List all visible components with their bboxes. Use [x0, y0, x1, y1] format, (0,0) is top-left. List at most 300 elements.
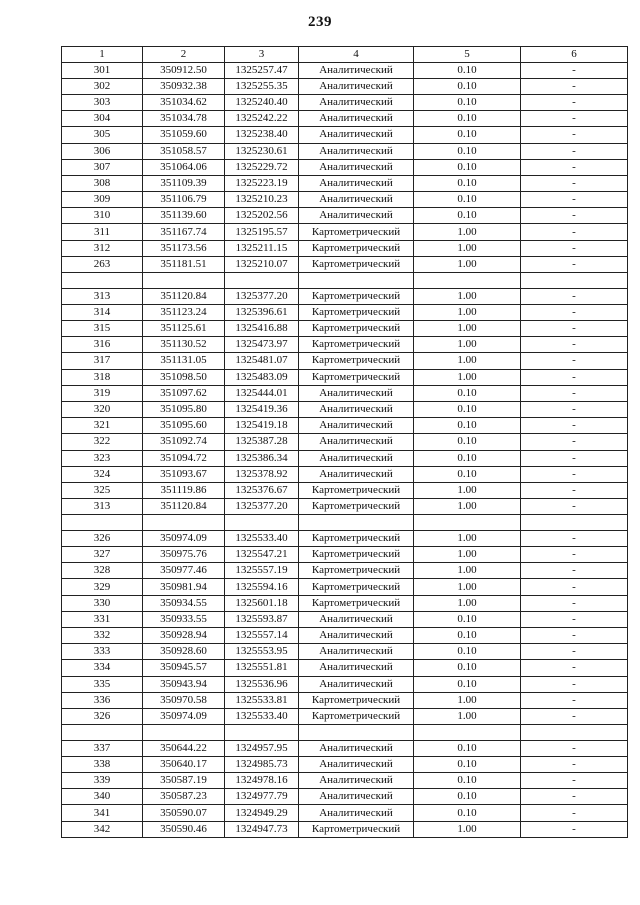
y-coordinate-cell: 1325238.40 — [225, 127, 299, 143]
point-number-cell: 326 — [62, 530, 143, 546]
y-coordinate-cell: 1324985.73 — [225, 756, 299, 772]
note-cell: - — [521, 805, 628, 821]
point-number-cell: 338 — [62, 756, 143, 772]
x-coordinate-cell: 350928.60 — [143, 644, 225, 660]
y-coordinate-cell: 1325223.19 — [225, 175, 299, 191]
accuracy-cell: 0.10 — [414, 94, 521, 110]
y-coordinate-cell: 1325229.72 — [225, 159, 299, 175]
y-coordinate-cell: 1324947.73 — [225, 821, 299, 837]
table-header-row — [62, 47, 628, 63]
point-number-cell: 339 — [62, 773, 143, 789]
point-number-cell: 326 — [62, 708, 143, 724]
table-row — [62, 821, 628, 837]
method-cell: Картометрический — [299, 369, 414, 385]
method-cell: Аналитический — [299, 773, 414, 789]
method-cell — [299, 725, 414, 741]
x-coordinate-cell: 350590.46 — [143, 821, 225, 837]
note-cell: - — [521, 434, 628, 450]
point-number-cell: 337 — [62, 740, 143, 756]
y-coordinate-cell: 1325601.18 — [225, 595, 299, 611]
table-row — [62, 740, 628, 756]
method-cell: Аналитический — [299, 192, 414, 208]
point-number-cell: 319 — [62, 385, 143, 401]
accuracy-cell: 1.00 — [414, 337, 521, 353]
y-coordinate-cell: 1324949.29 — [225, 805, 299, 821]
method-cell: Картометрический — [299, 240, 414, 256]
table-row — [62, 288, 628, 304]
accuracy-cell: 0.10 — [414, 62, 521, 78]
point-number-cell: 315 — [62, 321, 143, 337]
table-row — [62, 611, 628, 627]
table-row — [62, 627, 628, 643]
accuracy-cell: 0.10 — [414, 756, 521, 772]
point-number-cell: 263 — [62, 256, 143, 272]
point-number-cell: 335 — [62, 676, 143, 692]
y-coordinate-cell: 1325240.40 — [225, 94, 299, 110]
method-cell: Картометрический — [299, 256, 414, 272]
page-number: 239 — [308, 14, 332, 30]
point-number-cell: 310 — [62, 208, 143, 224]
x-coordinate-cell: 351120.84 — [143, 288, 225, 304]
method-cell: Аналитический — [299, 789, 414, 805]
x-coordinate-cell: 351095.60 — [143, 418, 225, 434]
table-row — [62, 805, 628, 821]
y-coordinate-cell: 1325419.36 — [225, 401, 299, 417]
x-coordinate-cell: 350928.94 — [143, 627, 225, 643]
table-row — [62, 466, 628, 482]
y-coordinate-cell: 1325557.19 — [225, 563, 299, 579]
y-coordinate-cell: 1325536.96 — [225, 676, 299, 692]
note-cell: - — [521, 240, 628, 256]
table-row — [62, 175, 628, 191]
method-cell: Картометрический — [299, 304, 414, 320]
x-coordinate-cell: 351181.51 — [143, 256, 225, 272]
point-number-cell: 324 — [62, 466, 143, 482]
point-number-cell: 306 — [62, 143, 143, 159]
x-coordinate-cell: 351131.05 — [143, 353, 225, 369]
method-cell: Аналитический — [299, 401, 414, 417]
table-row — [62, 450, 628, 466]
method-cell — [299, 515, 414, 531]
method-cell: Аналитический — [299, 159, 414, 175]
y-coordinate-cell: 1325230.61 — [225, 143, 299, 159]
point-number-cell: 314 — [62, 304, 143, 320]
table-row — [62, 418, 628, 434]
x-coordinate-cell: 351109.39 — [143, 175, 225, 191]
accuracy-cell: 0.10 — [414, 418, 521, 434]
method-cell: Аналитический — [299, 627, 414, 643]
method-cell: Картометрический — [299, 530, 414, 546]
note-cell: - — [521, 192, 628, 208]
table-row — [62, 789, 628, 805]
y-coordinate-cell — [225, 273, 299, 289]
y-coordinate-cell: 1325386.34 — [225, 450, 299, 466]
table-row — [62, 143, 628, 159]
x-coordinate-cell: 351064.06 — [143, 159, 225, 175]
x-coordinate-cell: 351058.57 — [143, 143, 225, 159]
x-coordinate-cell: 351095.80 — [143, 401, 225, 417]
point-number-cell: 311 — [62, 224, 143, 240]
method-cell: Картометрический — [299, 547, 414, 563]
point-number-cell: 316 — [62, 337, 143, 353]
accuracy-cell: 0.10 — [414, 644, 521, 660]
table-separator-row — [62, 515, 628, 531]
accuracy-cell: 0.10 — [414, 143, 521, 159]
table-body — [62, 62, 628, 837]
accuracy-cell: 1.00 — [414, 321, 521, 337]
x-coordinate-cell: 350933.55 — [143, 611, 225, 627]
note-cell: - — [521, 450, 628, 466]
point-number-cell: 304 — [62, 111, 143, 127]
x-coordinate-cell: 350975.76 — [143, 547, 225, 563]
method-cell: Аналитический — [299, 676, 414, 692]
accuracy-cell: 1.00 — [414, 499, 521, 515]
y-coordinate-cell: 1325211.15 — [225, 240, 299, 256]
method-cell: Аналитический — [299, 418, 414, 434]
accuracy-cell: 0.10 — [414, 611, 521, 627]
point-number-cell: 333 — [62, 644, 143, 660]
note-cell: - — [521, 611, 628, 627]
x-coordinate-cell: 351125.61 — [143, 321, 225, 337]
method-cell: Картометрический — [299, 499, 414, 515]
method-cell: Картометрический — [299, 579, 414, 595]
point-number-cell — [62, 725, 143, 741]
point-number-cell: 313 — [62, 288, 143, 304]
table-row — [62, 127, 628, 143]
note-cell: - — [521, 369, 628, 385]
method-cell: Аналитический — [299, 611, 414, 627]
method-cell: Аналитический — [299, 94, 414, 110]
x-coordinate-cell: 351094.72 — [143, 450, 225, 466]
table-row — [62, 708, 628, 724]
note-cell: - — [521, 159, 628, 175]
note-cell: - — [521, 644, 628, 660]
note-cell — [521, 725, 628, 741]
table-row — [62, 159, 628, 175]
note-cell: - — [521, 78, 628, 94]
method-cell: Аналитический — [299, 143, 414, 159]
accuracy-cell: 1.00 — [414, 304, 521, 320]
table-row — [62, 660, 628, 676]
accuracy-cell: 0.10 — [414, 127, 521, 143]
accuracy-cell: 0.10 — [414, 450, 521, 466]
accuracy-cell: 0.10 — [414, 78, 521, 94]
method-cell: Аналитический — [299, 127, 414, 143]
note-cell: - — [521, 175, 628, 191]
accuracy-cell: 0.10 — [414, 805, 521, 821]
x-coordinate-cell: 350912.50 — [143, 62, 225, 78]
y-coordinate-cell: 1325419.18 — [225, 418, 299, 434]
y-coordinate-cell: 1325255.35 — [225, 78, 299, 94]
method-cell: Аналитический — [299, 756, 414, 772]
accuracy-cell — [414, 725, 521, 741]
note-cell: - — [521, 288, 628, 304]
method-cell: Аналитический — [299, 450, 414, 466]
x-coordinate-cell: 351130.52 — [143, 337, 225, 353]
accuracy-cell: 0.10 — [414, 660, 521, 676]
method-cell: Картометрический — [299, 708, 414, 724]
y-coordinate-cell: 1325210.07 — [225, 256, 299, 272]
accuracy-cell: 1.00 — [414, 482, 521, 498]
note-cell: - — [521, 547, 628, 563]
table-row — [62, 94, 628, 110]
x-coordinate-cell: 350932.38 — [143, 78, 225, 94]
x-coordinate-cell: 351034.78 — [143, 111, 225, 127]
note-cell: - — [521, 353, 628, 369]
table-row — [62, 595, 628, 611]
point-number-cell: 322 — [62, 434, 143, 450]
accuracy-cell: 1.00 — [414, 530, 521, 546]
accuracy-cell: 0.10 — [414, 192, 521, 208]
table-separator-row — [62, 273, 628, 289]
y-coordinate-cell: 1325557.14 — [225, 627, 299, 643]
table-row — [62, 224, 628, 240]
note-cell: - — [521, 660, 628, 676]
x-coordinate-cell: 351167.74 — [143, 224, 225, 240]
accuracy-cell: 0.10 — [414, 111, 521, 127]
y-coordinate-cell: 1325210.23 — [225, 192, 299, 208]
y-coordinate-cell: 1325376.67 — [225, 482, 299, 498]
x-coordinate-cell: 351120.84 — [143, 499, 225, 515]
accuracy-cell: 1.00 — [414, 708, 521, 724]
point-number-cell: 325 — [62, 482, 143, 498]
point-number-cell: 340 — [62, 789, 143, 805]
point-number-cell: 341 — [62, 805, 143, 821]
y-coordinate-cell: 1325377.20 — [225, 499, 299, 515]
y-coordinate-cell: 1325387.28 — [225, 434, 299, 450]
x-coordinate-cell: 351123.24 — [143, 304, 225, 320]
point-number-cell — [62, 515, 143, 531]
method-cell: Картометрический — [299, 692, 414, 708]
table-row — [62, 240, 628, 256]
method-cell: Картометрический — [299, 288, 414, 304]
point-number-cell: 320 — [62, 401, 143, 417]
accuracy-cell — [414, 273, 521, 289]
method-cell: Аналитический — [299, 740, 414, 756]
note-cell: - — [521, 789, 628, 805]
accuracy-cell: 1.00 — [414, 595, 521, 611]
accuracy-cell: 0.10 — [414, 208, 521, 224]
y-coordinate-cell: 1325594.16 — [225, 579, 299, 595]
y-coordinate-cell: 1325202.56 — [225, 208, 299, 224]
point-number-cell: 307 — [62, 159, 143, 175]
note-cell: - — [521, 773, 628, 789]
note-cell: - — [521, 143, 628, 159]
table-row — [62, 385, 628, 401]
method-cell: Картометрический — [299, 482, 414, 498]
method-cell: Аналитический — [299, 78, 414, 94]
column-header: 5 — [414, 47, 521, 63]
y-coordinate-cell: 1325533.40 — [225, 530, 299, 546]
table-row — [62, 192, 628, 208]
note-cell: - — [521, 676, 628, 692]
point-number-cell: 328 — [62, 563, 143, 579]
note-cell: - — [521, 224, 628, 240]
accuracy-cell: 1.00 — [414, 692, 521, 708]
table-row — [62, 208, 628, 224]
x-coordinate-cell: 350974.09 — [143, 530, 225, 546]
method-cell: Аналитический — [299, 434, 414, 450]
point-number-cell: 308 — [62, 175, 143, 191]
note-cell: - — [521, 304, 628, 320]
method-cell: Картометрический — [299, 821, 414, 837]
point-number-cell: 336 — [62, 692, 143, 708]
note-cell: - — [521, 94, 628, 110]
column-header: 4 — [299, 47, 414, 63]
x-coordinate-cell: 350640.17 — [143, 756, 225, 772]
y-coordinate-cell — [225, 725, 299, 741]
accuracy-cell: 1.00 — [414, 353, 521, 369]
column-header: 3 — [225, 47, 299, 63]
table-row — [62, 401, 628, 417]
y-coordinate-cell: 1324957.95 — [225, 740, 299, 756]
point-number-cell: 323 — [62, 450, 143, 466]
table-row — [62, 337, 628, 353]
method-cell: Картометрический — [299, 353, 414, 369]
note-cell: - — [521, 401, 628, 417]
note-cell — [521, 273, 628, 289]
column-header: 6 — [521, 47, 628, 63]
x-coordinate-cell: 350587.23 — [143, 789, 225, 805]
point-number-cell — [62, 273, 143, 289]
method-cell: Аналитический — [299, 62, 414, 78]
method-cell: Картометрический — [299, 337, 414, 353]
accuracy-cell — [414, 515, 521, 531]
table-row — [62, 304, 628, 320]
y-coordinate-cell: 1325481.07 — [225, 353, 299, 369]
accuracy-cell: 1.00 — [414, 579, 521, 595]
method-cell: Картометрический — [299, 321, 414, 337]
method-cell: Картометрический — [299, 595, 414, 611]
point-number-cell: 332 — [62, 627, 143, 643]
accuracy-cell: 1.00 — [414, 369, 521, 385]
method-cell: Аналитический — [299, 111, 414, 127]
y-coordinate-cell: 1325444.01 — [225, 385, 299, 401]
x-coordinate-cell: 350977.46 — [143, 563, 225, 579]
note-cell: - — [521, 337, 628, 353]
method-cell: Аналитический — [299, 644, 414, 660]
table-row — [62, 353, 628, 369]
note-cell: - — [521, 692, 628, 708]
point-number-cell: 313 — [62, 499, 143, 515]
x-coordinate-cell: 350934.55 — [143, 595, 225, 611]
y-coordinate-cell: 1325377.20 — [225, 288, 299, 304]
table-row — [62, 111, 628, 127]
accuracy-cell: 0.10 — [414, 627, 521, 643]
accuracy-cell: 0.10 — [414, 466, 521, 482]
accuracy-cell: 1.00 — [414, 288, 521, 304]
y-coordinate-cell: 1325547.21 — [225, 547, 299, 563]
point-number-cell: 317 — [62, 353, 143, 369]
accuracy-cell: 1.00 — [414, 240, 521, 256]
y-coordinate-cell — [225, 515, 299, 531]
note-cell: - — [521, 530, 628, 546]
accuracy-cell: 1.00 — [414, 547, 521, 563]
x-coordinate-cell — [143, 725, 225, 741]
note-cell: - — [521, 256, 628, 272]
x-coordinate-cell: 350974.09 — [143, 708, 225, 724]
x-coordinate-cell: 350943.94 — [143, 676, 225, 692]
y-coordinate-cell: 1325396.61 — [225, 304, 299, 320]
y-coordinate-cell: 1325195.57 — [225, 224, 299, 240]
table-row — [62, 692, 628, 708]
point-number-cell: 331 — [62, 611, 143, 627]
note-cell: - — [521, 482, 628, 498]
y-coordinate-cell: 1325242.22 — [225, 111, 299, 127]
x-coordinate-cell: 350590.07 — [143, 805, 225, 821]
accuracy-cell: 0.10 — [414, 676, 521, 692]
table-row — [62, 563, 628, 579]
point-number-cell: 309 — [62, 192, 143, 208]
x-coordinate-cell: 351097.62 — [143, 385, 225, 401]
point-number-cell: 342 — [62, 821, 143, 837]
table-row — [62, 256, 628, 272]
y-coordinate-cell: 1324977.79 — [225, 789, 299, 805]
accuracy-cell: 0.10 — [414, 385, 521, 401]
method-cell: Картометрический — [299, 224, 414, 240]
note-cell: - — [521, 418, 628, 434]
y-coordinate-cell: 1325378.92 — [225, 466, 299, 482]
accuracy-cell: 1.00 — [414, 563, 521, 579]
x-coordinate-cell: 351173.56 — [143, 240, 225, 256]
y-coordinate-cell: 1325551.81 — [225, 660, 299, 676]
table-row — [62, 676, 628, 692]
note-cell: - — [521, 595, 628, 611]
accuracy-cell: 1.00 — [414, 224, 521, 240]
note-cell: - — [521, 62, 628, 78]
y-coordinate-cell: 1324978.16 — [225, 773, 299, 789]
note-cell: - — [521, 321, 628, 337]
x-coordinate-cell: 350970.58 — [143, 692, 225, 708]
table-row — [62, 482, 628, 498]
x-coordinate-cell: 350587.19 — [143, 773, 225, 789]
table-row — [62, 369, 628, 385]
x-coordinate-cell: 351106.79 — [143, 192, 225, 208]
table-row — [62, 773, 628, 789]
accuracy-cell: 0.10 — [414, 773, 521, 789]
column-header: 1 — [62, 47, 143, 63]
note-cell: - — [521, 385, 628, 401]
note-cell: - — [521, 740, 628, 756]
table-row — [62, 499, 628, 515]
note-cell: - — [521, 579, 628, 595]
note-cell: - — [521, 708, 628, 724]
accuracy-cell: 0.10 — [414, 434, 521, 450]
note-cell: - — [521, 111, 628, 127]
x-coordinate-cell: 351034.62 — [143, 94, 225, 110]
accuracy-cell: 0.10 — [414, 740, 521, 756]
x-coordinate-cell — [143, 273, 225, 289]
y-coordinate-cell: 1325553.95 — [225, 644, 299, 660]
method-cell: Картометрический — [299, 563, 414, 579]
note-cell: - — [521, 756, 628, 772]
note-cell: - — [521, 821, 628, 837]
point-number-cell: 302 — [62, 78, 143, 94]
x-coordinate-cell: 351119.86 — [143, 482, 225, 498]
method-cell: Аналитический — [299, 175, 414, 191]
x-coordinate-cell: 351093.67 — [143, 466, 225, 482]
note-cell: - — [521, 466, 628, 482]
accuracy-cell: 1.00 — [414, 821, 521, 837]
y-coordinate-cell: 1325533.40 — [225, 708, 299, 724]
accuracy-cell: 0.10 — [414, 175, 521, 191]
point-number-cell: 334 — [62, 660, 143, 676]
y-coordinate-cell: 1325533.81 — [225, 692, 299, 708]
point-number-cell: 312 — [62, 240, 143, 256]
method-cell: Аналитический — [299, 805, 414, 821]
y-coordinate-cell: 1325593.87 — [225, 611, 299, 627]
table-row — [62, 434, 628, 450]
